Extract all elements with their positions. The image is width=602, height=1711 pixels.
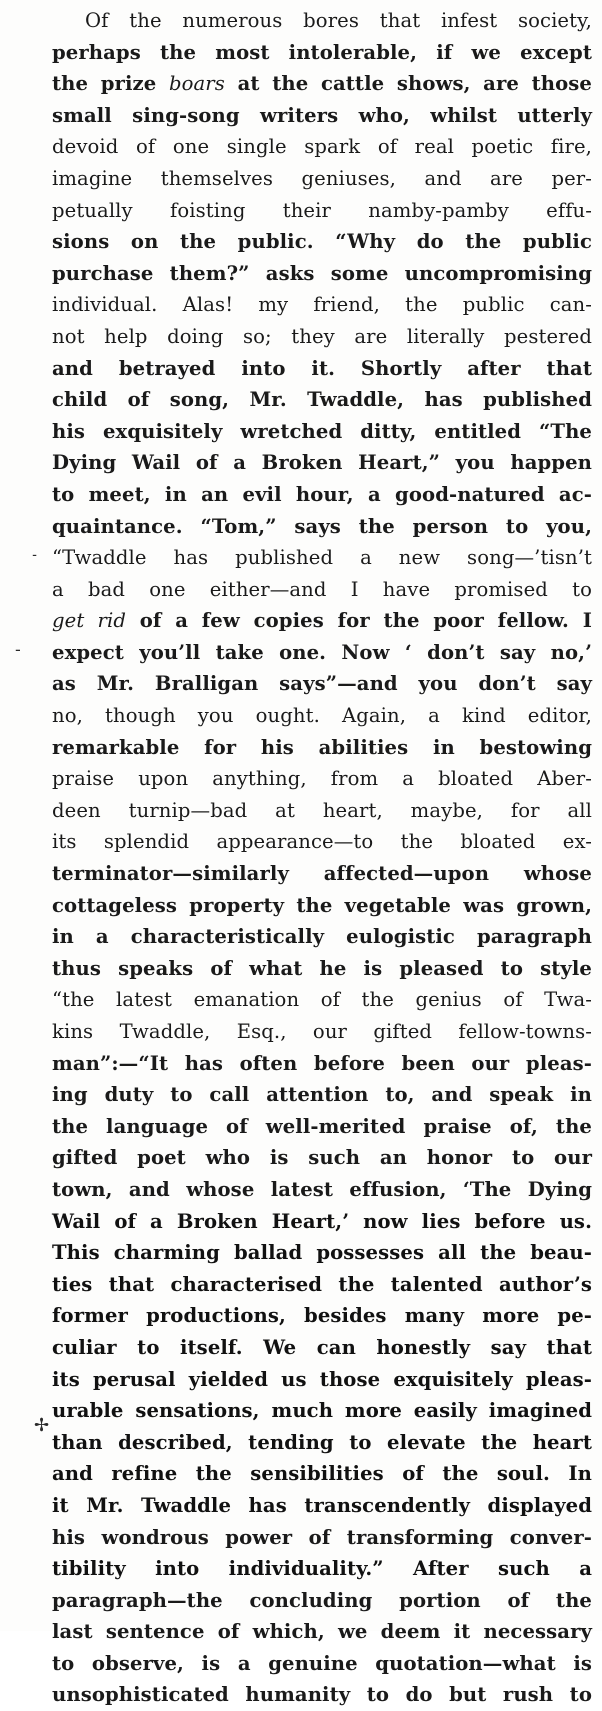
text-line: Wail of a Broken Heart,’ now lies before us. (52, 1209, 592, 1233)
text-line: his wondrous power of transforming conver- (52, 1525, 592, 1549)
text-line: not help doing so; they are literally pestered (52, 324, 592, 348)
text-line: paragraph—the concluding portion of the (52, 1588, 592, 1612)
text-line: “Twaddle has published a new song—’tisn’t (52, 546, 592, 570)
margin-speck-1: ˗ (32, 545, 38, 564)
text-line: no, though you ought. Again, a kind editor, (52, 704, 592, 728)
text-line: as Mr. Bralligan says”—and you don’t say (52, 672, 592, 696)
text-line: sions on the public. “Why do the public (52, 230, 592, 254)
text-line: it Mr. Twaddle has transcendently displayed (52, 1493, 592, 1517)
text-line: urable sensations, much more easily imagined (52, 1399, 592, 1423)
text-line: its perusal yielded us those exquisitely pleas- (52, 1367, 592, 1391)
text-line: purchase them?” asks some uncompromising (52, 261, 592, 285)
text-line: Dying Wail of a Broken Heart,” you happen (52, 451, 592, 475)
text-line: and betrayed into it. Shortly after that (52, 356, 592, 380)
text-line: deen turnip—bad at heart, maybe, for all (52, 798, 592, 822)
text-line: in a characteristically eulogistic paragraph (52, 925, 592, 949)
text-line: its splendid appearance—to the bloated ex- (52, 830, 592, 854)
text-line: petually foisting their namby-pamby effu- (52, 198, 592, 222)
margin-speck-2: ‐ (15, 640, 21, 659)
text-line: remarkable for his abilities in bestowing (52, 735, 592, 759)
text-line: small sing-song writers who, whilst utterly (52, 103, 592, 127)
text-line: culiar to itself. We can honestly say that (52, 1335, 592, 1359)
text-line: the language of well-merited praise of, the (52, 1114, 592, 1138)
text-line: individual. Alas! my friend, the public can- (52, 293, 592, 317)
text-line: devoid of one single spark of real poetic fire, (52, 135, 592, 159)
text-line: tibility into individuality.” After such a (52, 1557, 592, 1581)
text-line: terminator—similarly affected—upon whose (52, 862, 592, 886)
italic-word: boars (168, 72, 225, 96)
text-line: last sentence of which, we deem it necessary (52, 1620, 592, 1644)
text-line: gifted poet who is such an honor to our (52, 1146, 592, 1170)
italic-word: get rid (52, 609, 126, 633)
text-line: than described, tending to elevate the heart (52, 1430, 592, 1454)
text-line: praise upon anything, from a bloated Aber- (52, 767, 592, 791)
text-line: get rid of a few copies for the poor fellow. I (52, 609, 592, 633)
text-line: perhaps the most intolerable, if we except (52, 40, 592, 64)
text-line: expect you’ll take one. Now ‘ don’t say no,’ (52, 640, 592, 664)
text-line: man”:—“It has often before been our pleas- (52, 1051, 592, 1075)
text-line: This charming ballad possesses all the beau- (52, 1241, 592, 1265)
text-line: imagine themselves geniuses, and are per- (52, 166, 592, 190)
text-column (52, 5, 592, 1711)
text-line: ing duty to call attention to, and speak in (52, 1083, 592, 1107)
text-line: ties that characterised the talented author’s (52, 1272, 592, 1296)
text-line: unsophisticated humanity to do but rush to (52, 1683, 592, 1707)
text-line: Of the numerous bores that infest society, (85, 9, 592, 32)
text-line: former productions, besides many more pe- (52, 1304, 592, 1328)
text-line: quaintance. “Tom,” says the person to you, (52, 514, 592, 538)
text-line: “the latest emanation of the genius of Twa- (52, 988, 592, 1012)
text-line: to observe, is a genuine quotation—what is (52, 1651, 592, 1675)
text-line: a bad one either—and I have promised to (52, 577, 592, 601)
text-line: cottageless property the vegetable was grown, (52, 893, 592, 917)
text-line: to meet, in an evil hour, a good-natured ac- (52, 482, 592, 506)
margin-speck-3: ✢ (34, 1415, 50, 1436)
text-line: child of song, Mr. Twaddle, has published (52, 388, 592, 412)
text-line: town, and whose latest effusion, ‘The Dying (52, 1177, 592, 1201)
text-line: kins Twaddle, Esq., our gifted fellow-towns- (52, 1020, 592, 1043)
text-line: thus speaks of what he is pleased to style (52, 956, 592, 980)
text-line: his exquisitely wretched ditty, entitled “The (52, 419, 592, 443)
text-line: and refine the sensibilities of the soul. In (52, 1462, 592, 1486)
text-line: the prize boars at the cattle shows, are those (52, 72, 592, 96)
